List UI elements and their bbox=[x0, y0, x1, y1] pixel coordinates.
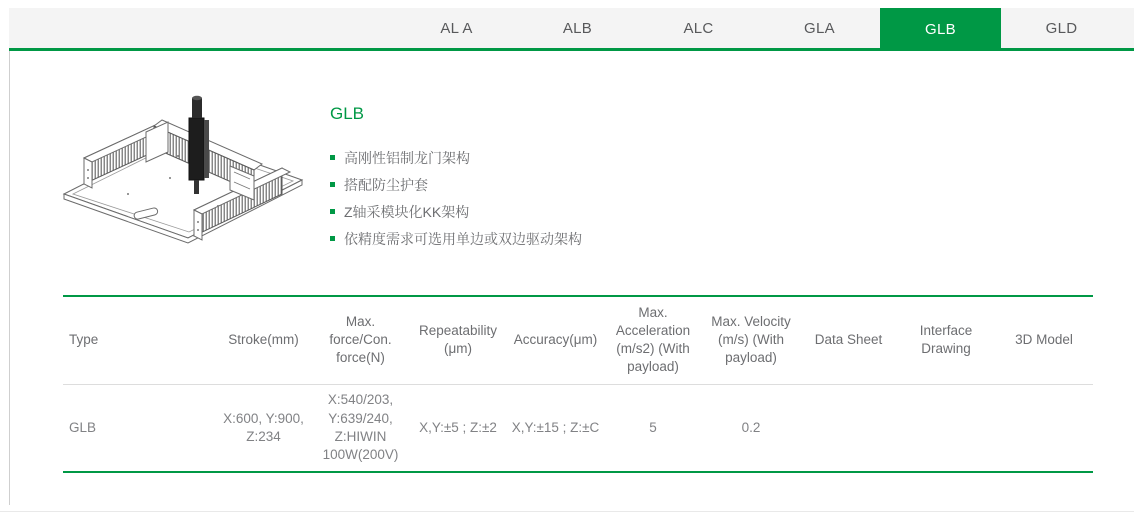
header-max-force: Max. force/Con. force(N) bbox=[312, 296, 409, 384]
feature-text: 高刚性铝制龙门架构 bbox=[344, 149, 470, 166]
feature-item bbox=[330, 198, 582, 225]
table-row bbox=[63, 384, 1093, 472]
tab-alb[interactable]: ALB bbox=[562, 19, 593, 37]
cell-data-sheet bbox=[800, 384, 897, 472]
header-type: Type bbox=[63, 296, 215, 384]
tab-gla[interactable]: GLA bbox=[804, 19, 835, 37]
product-image-glb-gantry bbox=[58, 86, 308, 246]
feature-text: Z轴采模块化KK架构 bbox=[344, 203, 470, 220]
content-left-border bbox=[9, 51, 10, 505]
bullet-square-icon bbox=[330, 182, 335, 187]
tab-bar bbox=[9, 8, 1134, 51]
cell-stroke: X:600, Y:900, Z:234 bbox=[223, 410, 304, 444]
cell-max-velocity: 0.2 bbox=[741, 419, 761, 435]
product-title: GLB bbox=[330, 104, 365, 123]
cell-accuracy: X,Y:±15 ; Z:±C bbox=[511, 419, 600, 435]
tab-glb[interactable]: GLB bbox=[880, 8, 1001, 51]
feature-text: 搭配防尘护套 bbox=[344, 176, 428, 193]
bullet-square-icon bbox=[330, 236, 335, 241]
feature-list bbox=[330, 144, 582, 252]
product-info bbox=[330, 104, 582, 252]
cell-interface-drawing bbox=[897, 384, 995, 472]
header-stroke: Stroke(mm) bbox=[215, 296, 312, 384]
cell-repeatability: X,Y:±5 ; Z:±2 bbox=[419, 419, 497, 435]
gantry-drawing-icon bbox=[58, 86, 308, 246]
header-interface-drawing: Interface Drawing bbox=[897, 296, 995, 384]
spec-table bbox=[63, 295, 1093, 473]
cell-max-force: X:540/203, Y:639/240, Z:HIWIN 100W(200V) bbox=[322, 392, 399, 462]
bullet-square-icon bbox=[330, 209, 335, 214]
feature-item bbox=[330, 144, 582, 171]
tab-gld[interactable]: GLD bbox=[1045, 19, 1078, 37]
header-3d-model: 3D Model bbox=[995, 296, 1093, 384]
header-max-acceleration: Max. Acceleration (m/s2) (With payload) bbox=[604, 296, 702, 384]
header-data-sheet: Data Sheet bbox=[800, 296, 897, 384]
tab-alc[interactable]: ALC bbox=[683, 19, 714, 37]
cell-type: GLB bbox=[69, 419, 97, 435]
cell-3d-model bbox=[995, 384, 1093, 472]
header-repeatability: Repeatability (μm) bbox=[409, 296, 507, 384]
feature-item bbox=[330, 171, 582, 198]
feature-item bbox=[330, 225, 582, 252]
header-max-velocity: Max. Velocity (m/s) (With payload) bbox=[702, 296, 800, 384]
cell-max-acceleration: 5 bbox=[649, 419, 657, 435]
page-bottom-divider bbox=[0, 511, 1134, 512]
table-header-row bbox=[63, 296, 1093, 384]
feature-text: 依精度需求可选用单边或双边驱动架构 bbox=[344, 230, 582, 247]
tab-ala[interactable]: AL A bbox=[440, 19, 473, 37]
header-accuracy: Accuracy(μm) bbox=[507, 296, 604, 384]
bullet-square-icon bbox=[330, 155, 335, 160]
